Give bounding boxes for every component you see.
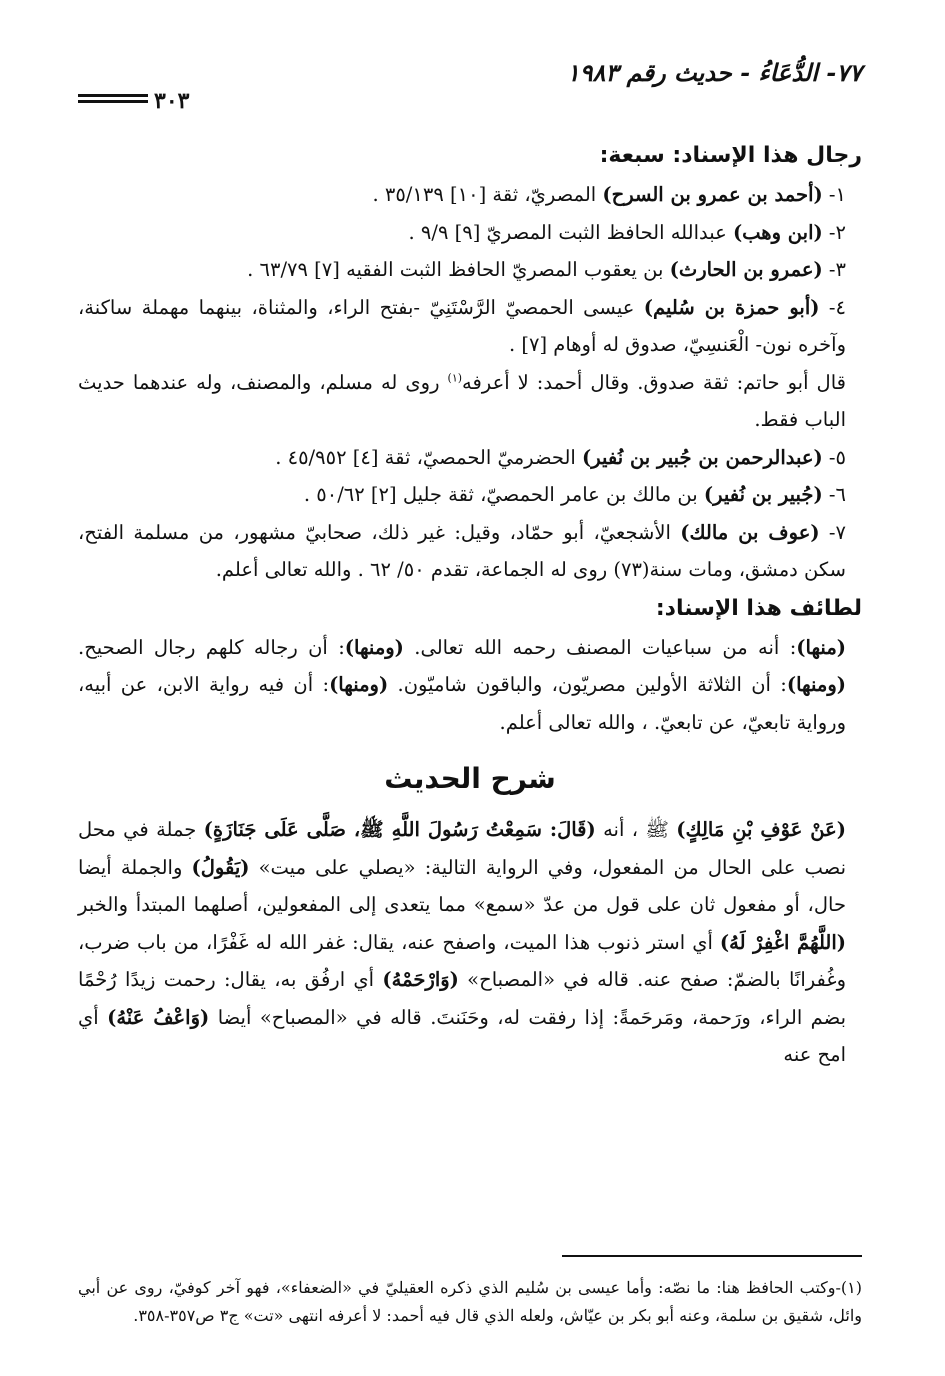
book-page: [78, 52, 862, 1362]
narrator-number: ٢-: [822, 220, 846, 244]
quoted-phrase: (وَاعْفُ عَنْهُ): [107, 1005, 210, 1029]
narrator-name: (أبو حمزة بن سُليم): [643, 295, 820, 319]
quoted-phrase: (ومنها): [329, 673, 389, 696]
sharh-paragraph: [78, 811, 862, 1074]
narrator-number: ٣-: [822, 258, 846, 281]
narrator-name: (جُبير بن نُفير): [703, 483, 823, 506]
commentary-text: : أن فيه رواية الابن، عن أبيه، ورواية تابعيّ، عن تابعيّ. ، والله تعالى أعلم.: [78, 673, 846, 734]
narrator-details: عبدالله الحافظ الثبت المصريّ [٩] ٩/٩ .: [408, 220, 733, 244]
quoted-phrase: (قَالَ: سَمِعْتُ رَسُولَ اللَّهِ ﷺ، صَلَّى عَلَى جَنَازَةٍ): [203, 818, 596, 841]
commentary-text: : أنه من سباعيات المصنف رحمه الله تعالى.: [403, 635, 797, 659]
narrator-number: ٥-: [822, 445, 846, 469]
narrator-details: بن يعقوب المصريّ الحافظ الثبت الفقيه [٧] ٦٣/٧٩ .: [247, 258, 670, 281]
narrator-name: (عبدالرحمن بن جُبير بن نُفير): [582, 445, 823, 469]
note-paragraph: [78, 364, 862, 439]
quoted-phrase: (يَقُولُ): [191, 855, 250, 879]
quoted-phrase: (عَنْ عَوْفِ بْنِ مَالِكٍ): [676, 818, 846, 841]
narrator-entry: [78, 251, 862, 289]
commentary-text: أي استر ذنوب هذا الميت، واصفح عنه، يقال: غفر الله له غَفْرًا، من باب ضرب، وغُفرانًا بالضمّ: صفح عنه. قاله في «المصباح»: [78, 930, 846, 991]
quoted-phrase: (ومنها): [344, 635, 404, 659]
main-text: [78, 136, 862, 1074]
running-title: ٧٧- الدُّعَاءُ - حديث رقم ١٩٨٣: [566, 58, 862, 87]
narrator-details: الحضرميّ الحمصيّ، ثقة [٤] ٤٥/٩٥٢ .: [275, 445, 582, 469]
narrator-entry: [78, 476, 862, 514]
commentary-text: والجملة أيضا حال، أو مفعول ثان على قول من عدّ «سمع» مما يتعدى إلى المفعولين، أصلهما المبتدأ والخبر: [78, 855, 846, 916]
narrator-entry: [78, 176, 862, 214]
quoted-phrase: (منها): [796, 635, 846, 659]
narrator-list: [78, 176, 862, 364]
narrator-name: (عمرو بن الحارث): [669, 258, 823, 281]
page-number: ٣٠٣: [154, 88, 190, 114]
quoted-phrase: (اللَّهُمَّ اغْفِرْ لَهُ): [719, 930, 846, 954]
narrator-number: ٧-: [819, 520, 846, 544]
lataif-paragraph: [78, 629, 862, 742]
footnotes: [78, 1274, 862, 1330]
narrator-name: (ابن وهب): [732, 220, 823, 244]
narrator-details: بن مالك بن عامر الحمصيّ، ثقة جليل [٢] ٥٠/٦٢ .: [303, 483, 704, 506]
narrator-entry: [78, 214, 862, 252]
narrator-number: ٤-: [819, 295, 846, 319]
narrator-details: الأشجعيّ، أبو حمّاد، وقيل: غير ذلك، صحابيّ مشهور، من مسلمة الفتح، سكن دمشق، ومات سنة(٧٣) روى له الجماعة، تقدم ٥٠/ ٦٢ . والله تعالى أعلم.: [78, 520, 846, 581]
narrator-details: عيسى الحمصيّ الرَّسْتَنِيّ -بفتح الراء، والمثناة، بينهما مهملة ساكنة، وآخره نون- الْعَنسِيّ، صدوق له أوهام [٧] .: [78, 295, 846, 356]
narrator-name: (عوف بن مالك): [680, 520, 820, 544]
narrator-list-continued: [78, 439, 862, 589]
sharh-heading: شرح الحديث: [384, 762, 556, 795]
footnote-marker: (١): [447, 371, 463, 384]
quoted-phrase: (ومنها): [786, 673, 846, 696]
narrator-number: ١-: [822, 183, 846, 206]
narrator-name: (أحمد بن عمرو بن السرح): [602, 183, 823, 206]
footnote-separator: [562, 1255, 862, 1257]
commentary-text: : أن رجاله كلهم رجال الصحيح.: [78, 635, 345, 659]
commentary-text: أي امح عنه: [78, 1005, 846, 1066]
lataif-heading: لطائف هذا الإسناد:: [655, 595, 862, 621]
isnad-heading: رجال هذا الإسناد: سبعة:: [599, 143, 862, 168]
page-header: [78, 58, 862, 114]
narrator-entry: [78, 289, 862, 364]
commentary-text: أي ارفُق به، يقال: رحمت زيدًا رُحْمًا بضم الراء، ورَحمة، ومَرحَمةً: إذا رفقت له، وحَنَنتَ. قاله في «المصباح» أيضا: [78, 968, 846, 1029]
narrator-details: المصريّ، ثقة [١٠] ٣٥/١٣٩ .: [372, 183, 603, 206]
narrator-number: ٦-: [822, 483, 846, 506]
commentary-text: جملة في محل نصب على الحال من المفعول، وفي الرواية التالية: «يصلي على ميت»: [78, 818, 846, 879]
narrator-entry: [78, 439, 862, 477]
note-text-b: روى له مسلم، والمصنف، وله عندهما حديث الباب فقط.: [78, 370, 846, 431]
header-double-rule: [78, 94, 148, 103]
commentary-text: ﷺ ، أنه: [595, 818, 677, 841]
footnote-1: (١)-وكتب الحافظ هنا: ما نصّه: وأما عيسى بن سُليم الذي ذكره العقيليّ في «الضعفاء»، فهو آخر كوفيّ، روى عن أبي وائل، شقيق بن سلمة، وعنه أبو بكر بن عيّاش، ولعله الذي قال فيه أحمد: لا أعرفه انتهى «تت» ج٣ ص٣٥٧-٣٥٨.: [78, 1278, 862, 1325]
note-text-a: قال أبو حاتم: ثقة صدوق. وقال أحمد: لا أعرفه: [462, 370, 846, 394]
commentary-text: : أن الثلاثة الأولين مصريّون، والباقون شاميّون.: [388, 673, 787, 696]
quoted-phrase: (وَارْحَمْهُ): [382, 968, 459, 991]
narrator-entry: [78, 514, 862, 589]
